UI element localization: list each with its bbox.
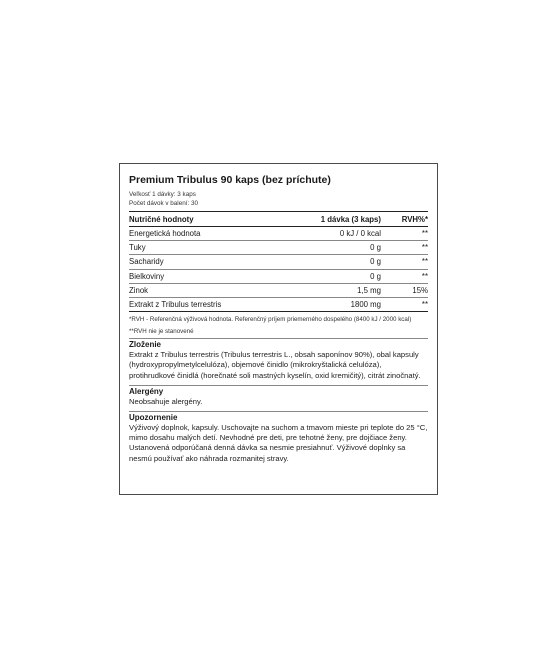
row-name: Energetická hodnota [129,229,201,239]
servings-count: Počet dávok v balení: 30 [129,199,198,207]
product-title: Premium Tribulus 90 kaps (bez príchute) [129,174,331,186]
row-rvh: ** [421,300,428,310]
row-name: Zinok [129,285,149,295]
serving-size: Veľkosť 1 dávky: 3 kaps [129,191,196,198]
warning-section [129,411,428,466]
header-nutrients: Nutričné hodnoty [129,214,194,224]
nutrition-table [129,211,428,312]
ingredients-text: Extrakt z Tribulus terrestris (Tribulus terrestris L., obsah saponínov 90%), obal kapsuly (hydroxypropylmetylcelulóza), objemové činidlo (mikrokryštalická celulóza), protihrudkové činidlá (horečnaté soli mastných kyselín, oxid kremičitý), citrát zinočnatý. [129,350,421,380]
ingredients-section [129,338,428,383]
row-rvh: ** [421,271,428,281]
table-row [129,254,428,268]
table-row [129,240,428,254]
header-rvh: RVH%* [401,214,428,224]
row-amount: 0 kJ / 0 kcal [339,229,381,239]
table-row [129,283,428,297]
row-rvh: ** [421,229,428,239]
row-name: Extrakt z Tribulus terrestris [129,300,222,310]
nutrition-label [119,163,438,495]
warning-text: Výživový doplnok, kapsuly. Uschovajte na suchom a tmavom mieste pri teplote do 25 °C, mimo dosahu malých detí. Nevhodné pre deti, pre tehotné ženy, pre dojčiace ženy. Ustanovená odporúčaná denná dávka sa nesmie presiahnuť. Výživové doplnky sa nesmú používať ako náhrada rozmanitej stravy. [129,422,428,463]
row-amount: 0 g [370,271,381,281]
header-serving: 1 dávka (3 kaps) [320,214,381,224]
warning-heading: Upozornenie [129,412,178,422]
row-amount: 0 g [370,257,381,267]
table-row [129,269,428,283]
row-rvh: ** [421,257,428,267]
allergens-text: Neobsahuje alergény. [129,396,203,406]
not-set-footnote: **RVH nie je stanovené [129,328,194,336]
row-rvh: ** [421,243,428,253]
row-name: Bielkoviny [129,271,165,281]
table-row [129,227,428,240]
rvh-footnote: *RVH - Referenčná výživová hodnota. Referenčný príjem priemerného dospelého (8400 kJ / 2000 kcal) [129,316,412,324]
row-amount: 0 g [370,243,381,253]
row-name: Sacharidy [129,257,164,267]
ingredients-heading: Zloženie [129,340,162,350]
table-header [129,212,428,227]
table-row [129,297,428,311]
row-amount: 1,5 mg [357,285,381,295]
row-amount: 1800 mg [350,300,381,310]
allergens-heading: Alergény [129,386,164,396]
allergens-section [129,385,428,409]
row-name: Tuky [129,243,146,253]
row-rvh: 15% [412,285,428,295]
